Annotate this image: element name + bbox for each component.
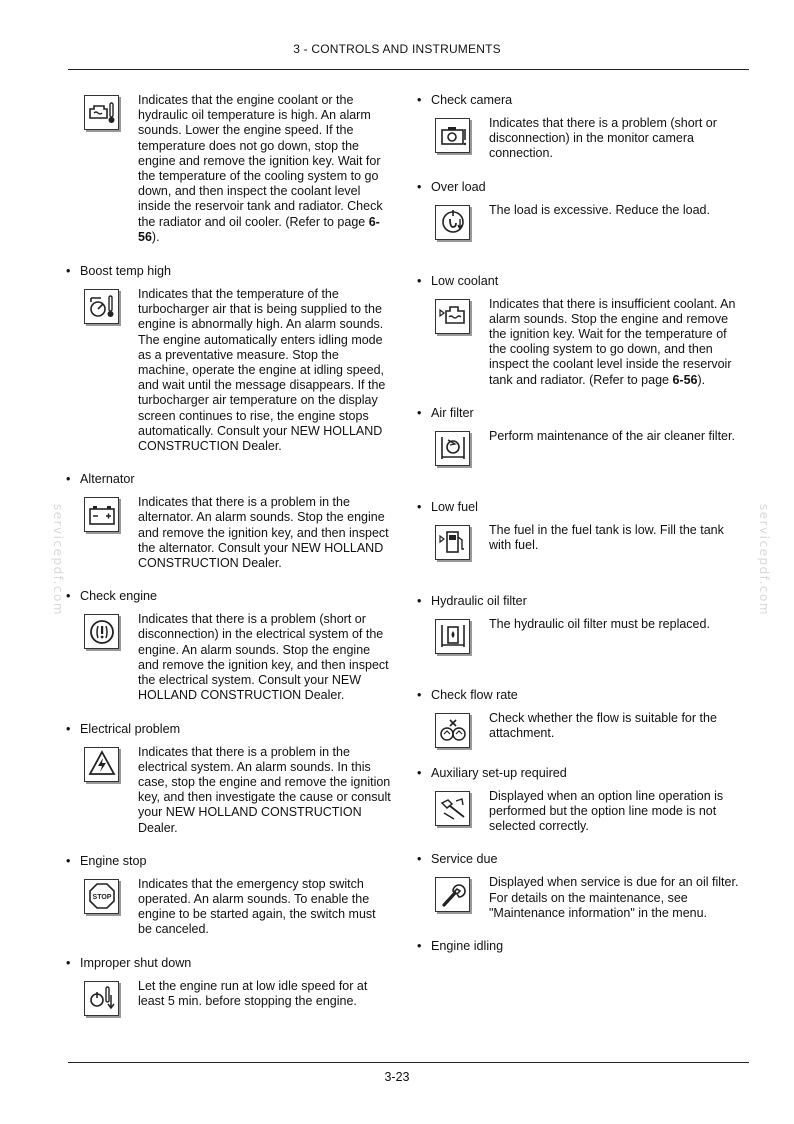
entry-description: Indicates that the engine coolant or the hydraulic oil temperature is high. An alarm sounds. Lower the engine speed. If the temperature does not go down, stop the engine and remove the ignition key. Wait for the temperature of the cooling system to go down, and then inspect the coolant level inside the reservoir tank and radiator. Check the radiator and oil cooler. (Refer to page 6-56). [138,93,383,244]
entry-air-filter [417,406,742,466]
entry-heading: • Air filter [417,405,474,420]
entry-heading: • Check engine [66,589,158,604]
entry-alternator [66,472,391,571]
entry-low-fuel [417,500,742,560]
entry-engine-temperature [66,93,391,245]
entry-check-camera [417,93,742,162]
boost-temperature-icon [84,289,119,324]
entry-heading: • Low fuel [417,499,478,514]
entry-improper-shut-down [66,956,391,1016]
engine-temperature-icon [84,95,119,130]
entry-engine-idling [417,939,742,954]
page-number: 3-23 [384,1070,410,1084]
entry-heading: • Engine idling [417,939,504,954]
header-rule [68,69,749,70]
page-header: 3 - CONTROLS AND INSTRUMENTS [293,42,501,56]
entry-description: Check whether the flow is suitable for the attachment. [489,710,717,741]
improper-shutdown-icon [84,981,119,1016]
entry-heading: • Improper shut down [66,955,192,970]
entry-description: The load is excessive. Reduce the load. [489,202,710,217]
fuel-pump-icon [435,525,470,560]
entry-heading: • Low coolant [417,273,499,288]
overload-icon [435,205,470,240]
entry-heading: • Auxiliary set-up required [417,765,567,780]
entry-description: Displayed when service is due for an oil filter. For details on the maintenance, see "Maintenance information" in the menu. [489,875,739,920]
entry-low-coolant [417,274,742,388]
entry-check-engine [66,589,391,703]
entry-heading: • Check camera [417,93,513,107]
hydraulic-filter-icon [435,619,470,654]
wrench-icon [435,877,470,912]
entry-description: Let the engine run at low idle speed for at least 5 min. before stopping the engine. [138,978,368,1008]
entry-heading: • Check flow rate [417,687,518,702]
entry-description: The hydraulic oil filter must be replaced. [489,616,710,631]
stop-icon-label: STOP [92,894,111,902]
footer-rule [68,1062,749,1063]
entry-boost-temp-high [66,264,391,454]
entry-heading: • Electrical problem [66,721,181,736]
entry-description: Indicates that there is a problem (short or disconnection) in the monitor camera connection. [489,116,717,161]
stop-icon [84,879,119,914]
entry-service-due [417,852,742,921]
entry-heading: • Alternator [66,472,135,487]
entry-heading: • Engine stop [66,853,147,868]
entry-description: Indicates that there is a problem in the electrical system. An alarm sounds. In this case, stop the engine and remove the ignition key, and then investigate the cause or consult your NEW HOLLAND CONSTRUCTION Dealer. [138,744,391,835]
air-filter-icon [435,431,470,466]
entry-heading: • Over load [417,179,486,194]
entry-description: Indicates that there is a problem in the alternator. An alarm sounds. Stop the engine and remove the ignition key, and then inspect the alternator. Consult your NEW HOLLAND CONSTRUCTION Dealer. [138,495,389,571]
entry-hydraulic-oil-filter [417,594,742,654]
entry-check-flow-rate [417,688,742,748]
entry-heading: • Service due [417,852,498,867]
entry-description: The fuel in the fuel tank is low. Fill the tank with fuel. [489,522,724,553]
entry-description: Indicates that there is a problem (short or disconnection) in the electrical system of the engine. An alarm sounds. Stop the engine and remove the ignition key, and then inspect the electrical system. Consult your NEW HOLLAND CONSTRUCTION Dealer. [138,612,389,703]
auxiliary-setup-icon [435,791,470,826]
entry-over-load [417,180,742,240]
entry-heading: • Hydraulic oil filter [417,593,527,608]
low-coolant-icon [435,299,470,334]
left-column [66,93,391,1016]
entry-description: Perform maintenance of the air cleaner filter. [489,428,735,443]
flow-rate-icon [435,713,470,748]
entry-heading: • Boost temp high [66,264,172,279]
camera-icon [435,118,470,153]
right-column [417,93,742,962]
watermark-left: servicepdf.com [51,503,66,617]
check-engine-icon [84,614,119,649]
entry-engine-stop [66,854,391,938]
entry-electrical-problem [66,722,391,836]
watermark-right: servicepdf.com [757,503,772,617]
battery-icon [84,497,119,532]
entry-description: Indicates that there is insufficient coolant. An alarm sounds. Stop the engine and remove the ignition key. Wait for the temperature of the cooling system to go down, and then inspect the coolant level inside the reservoir tank and radiator. (Refer to page 6-56). [489,296,736,387]
electrical-warning-icon [84,747,119,782]
entry-description: Displayed when an option line operation is performed but the option line mode is not selected correctly. [489,788,724,834]
entry-description: Indicates that the emergency stop switch operated. An alarm sounds. To enable the engine to be started again, the switch must be canceled. [138,876,376,937]
entry-description: Indicates that the temperature of the turbocharger air that is being supplied to the engine is abnormally high. An alarm sounds. The engine automatically enters idling mode as a preventative measure. Stop the machine, operate the engine at idling speed, and wait until the message disappears. If the turbocharger air temperature on the display screen continues to rise, the engine stops automatically. Consult your NEW HOLLAND CONSTRUCTION Dealer. [138,287,386,454]
entry-auxiliary-set-up [417,766,742,835]
